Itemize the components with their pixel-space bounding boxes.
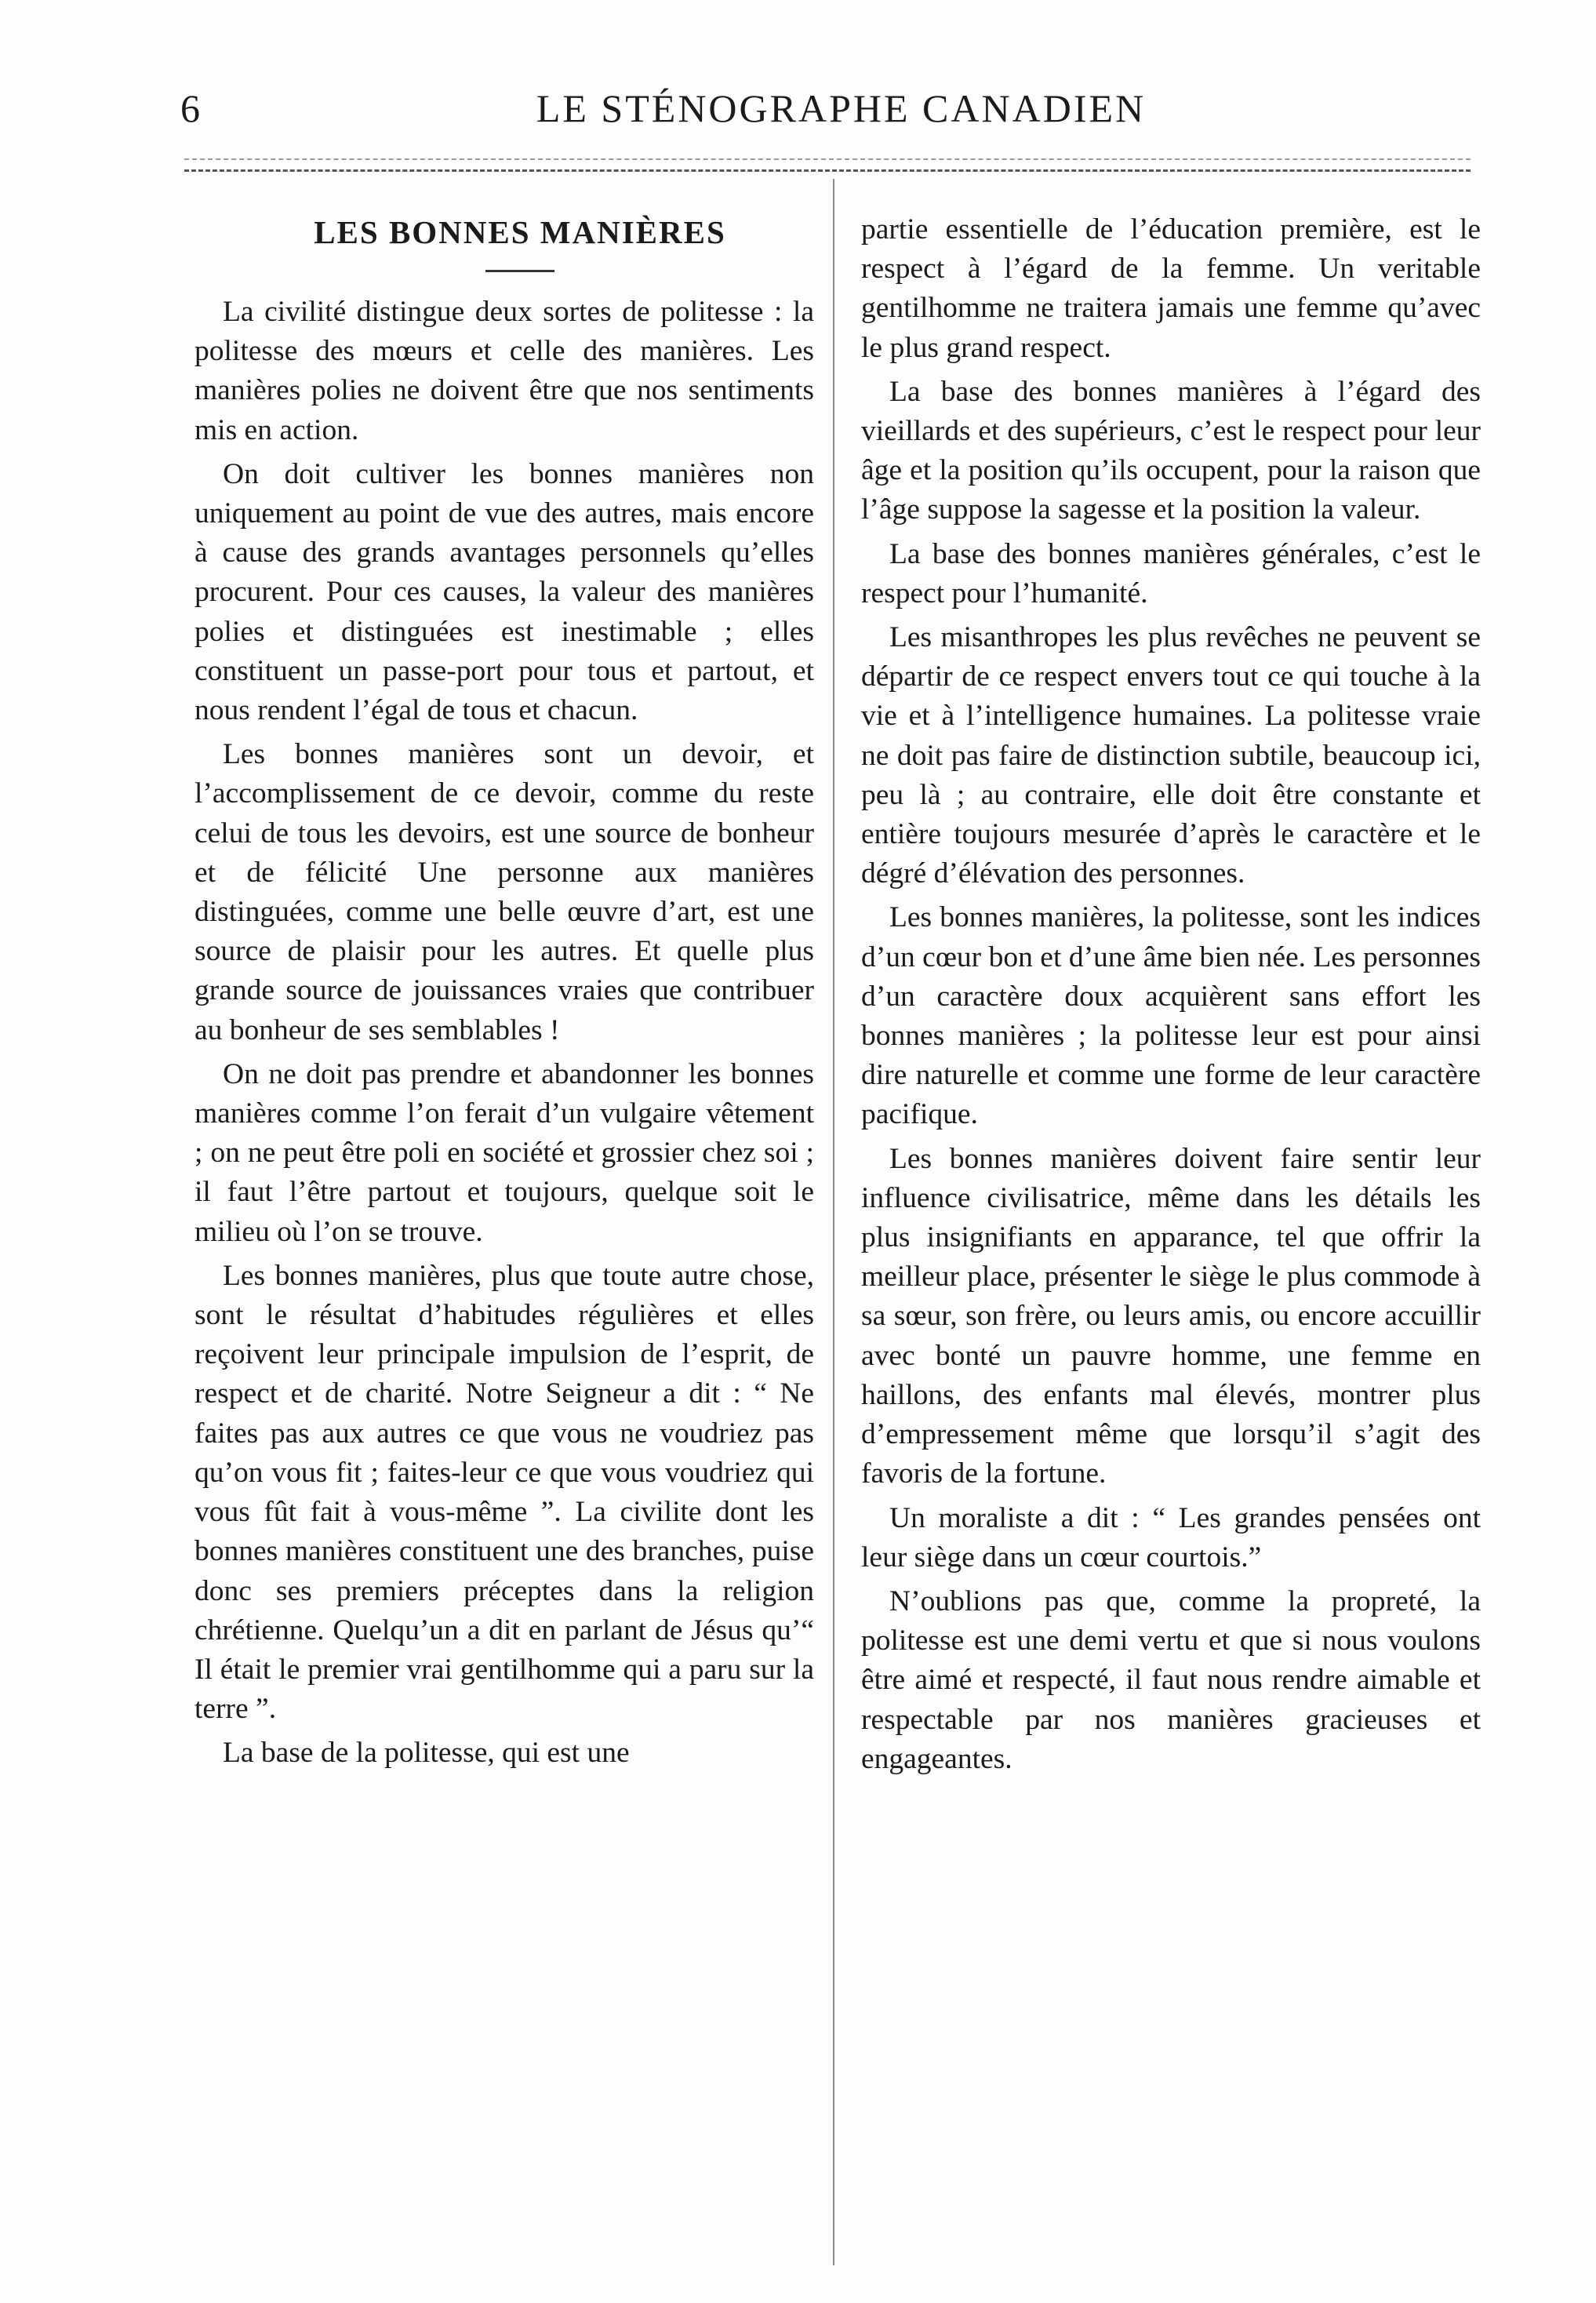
page-number: 6	[180, 86, 200, 130]
paragraph: On doit cultiver les bonnes manières non uniquement au point de vue des autres, mais encore à cause des grands avantages personnels qu’elles procurent. Pour ces causes, la valeur des manières polies et distinguées est inestimable ; elles constituent un passe-port pour tous et partout, et nous rendent l’égal de tous et chacun.	[195, 457, 814, 727]
paragraph: La base des bonnes manières à l’égard des vieillards et des supérieurs, c’est le respect pour leur âge et la position qu’ils occupent, pour la raison que l’âge suppose la sagesse et la position la valeur.	[861, 375, 1481, 526]
paragraph: Les bonnes manières doivent faire sentir leur influence civilisatrice, même dans les détails les plus insignifiants en apparance, tel que offrir la meilleur place, présenter le siège le plus commode à sa sœur, son frère, ou leurs amis, ou encore accuillir avec bonté un pauvre homme, une femme en haillons, des enfants mal élevés, montrer plus d’empressement même que lorsqu’il s’agit des favoris de la fortune.	[861, 1142, 1481, 1490]
paragraph: N’oublions pas que, comme la propreté, la politesse est une demi vertu et que si nous voulons être aimé et respecté, il faut nous rendre aimable et respectable par nos manières gracieuses et engageantes.	[861, 1584, 1481, 1775]
running-title: LE STÉNOGRAPHE CANADIEN	[536, 86, 1147, 130]
paragraph: La base des bonnes manières générales, c’est le respect pour l’humanité.	[861, 537, 1481, 609]
running-head	[180, 85, 1471, 132]
paragraph: Les bonnes manières sont un devoir, et l’accomplissement de ce devoir, comme du reste celui de tous les devoirs, est une source de bonheur et de félicité Une personne aux manières distinguées, comme une belle œuvre d’art, est une source de plaisir pour les autres. Et quelle plus grande source de jouissances vraies que contribuer au bonheur de ses semblables !	[195, 738, 814, 1046]
article-title: LES BONNES MANIÈRES	[314, 214, 726, 250]
right-column	[861, 210, 1481, 1784]
left-column	[195, 210, 814, 1778]
paragraph: La civilité distingue deux sortes de politesse : la politesse des mœurs et celle des manières. Les manières polies ne doivent être que nos sentiments mis en action.	[195, 296, 814, 446]
paragraph: On ne doit pas prendre et abandonner les bonnes manières comme l’on ferait d’un vulgaire vêtement ; on ne peut être poli en société et grossier chez soi ; il faut l’être partout et toujours, quelque soit le milieu où l’on se trouve.	[195, 1057, 814, 1248]
header-rule	[184, 158, 1471, 172]
paragraph: Les bonnes manières, plus que toute autre chose, sont le résultat d’habitudes régulières et elles reçoivent leur principale impulsion de l’esprit, de respect et de charité. Notre Seigneur a dit : “ Ne faites pas aux autres ce que vous ne voudriez pas qu’on vous fit ; faites-leur ce que vous voudriez qui vous fût fait à vous-même ”. La civilite dont les bonnes manières constituent une des branches, puise donc ses premiers préceptes dans la religion chrétienne. Quelqu’un a dit en parlant de Jésus qu’“ Il était le premier vrai gentilhomme qui a paru sur la terre ”.	[195, 1259, 814, 1726]
paragraph: Les bonnes manières, la politesse, sont les indices d’un cœur bon et d’une âme bien née. Les personnes d’un caractère doux acquièrent sans effort les bonnes manières ; la politesse leur est pour ainsi dire naturelle et comme une forme de leur caractère pacifique.	[861, 901, 1481, 1131]
paragraph-continued: partie essentielle de l’éducation première, est le respect à l’égard de la femme. Un veritable gentilhomme ne traitera jamais une femme qu’avec le plus grand respect.	[861, 213, 1481, 364]
column-divider	[833, 179, 834, 2265]
paragraph: Un moraliste a dit : “ Les grandes pensées ont leur siège dans un cœur courtois.”	[861, 1501, 1481, 1574]
title-rule	[485, 270, 554, 272]
paragraph: Les misanthropes les plus revêches ne peuvent se départir de ce respect envers tout ce qui touche à la vie et à l’intelligence humaines. La politesse vraie ne doit pas faire de distinction subtile, beaucoup ici, peu là ; au contraire, elle doit être constante et entière toujours mesurée d’après le caractère et le dégré d’élévation des personnes.	[861, 621, 1481, 890]
paragraph: La base de la politesse, qui est une	[223, 1737, 630, 1770]
